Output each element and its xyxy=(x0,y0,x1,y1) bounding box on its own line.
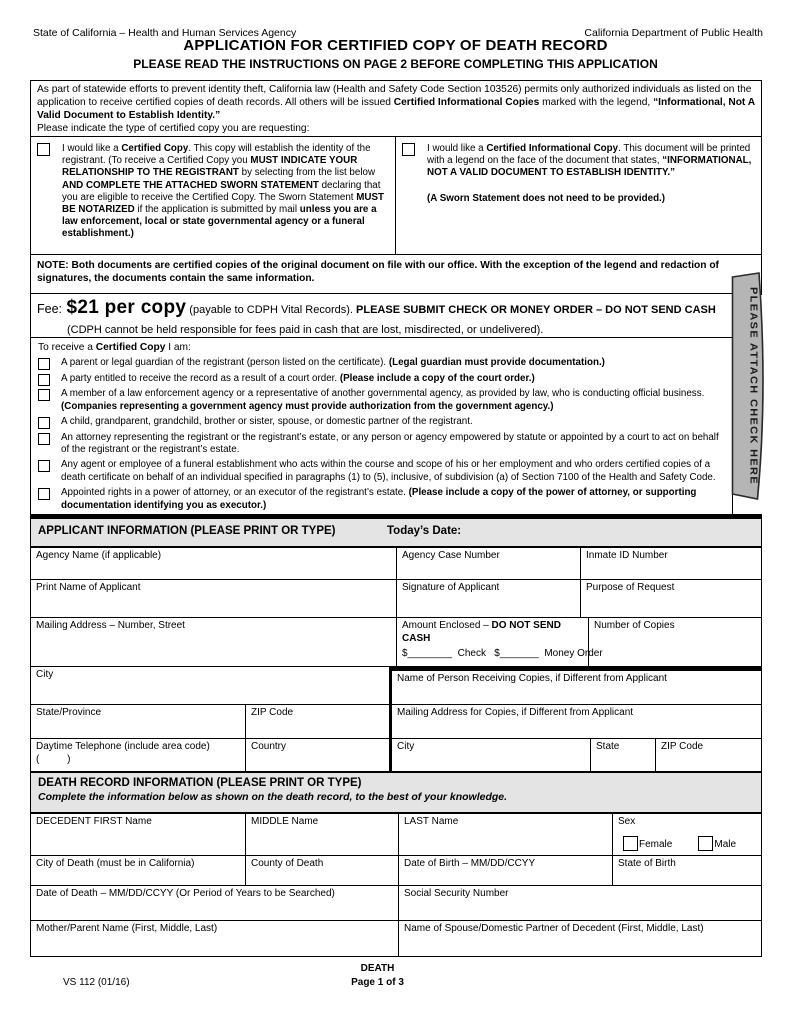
eligibility-item xyxy=(38,388,725,413)
elig-2-bold: (Please include a copy of the court order.) xyxy=(339,372,535,384)
copies-city-label: City xyxy=(397,741,415,752)
mailing-address-field[interactable] xyxy=(31,618,397,667)
sex-female-label: Female xyxy=(639,838,673,850)
informational-copy-text xyxy=(427,143,755,254)
death-subheader-label: Complete the information below as shown on the death record, to the best of your knowledge. xyxy=(38,791,508,803)
elig-2-text: A party entitled to receive the record as a result of a court order. xyxy=(61,372,340,384)
spouse-name-field[interactable] xyxy=(399,921,762,957)
state-province-field[interactable] xyxy=(31,705,246,739)
amount-label-bold: DO NOT SEND CASH xyxy=(402,620,561,644)
informational-copy-option-box xyxy=(395,136,762,255)
state-of-birth-field[interactable] xyxy=(613,856,762,886)
purpose-field[interactable] xyxy=(581,580,762,618)
fee-amount: $21 per copy xyxy=(66,297,187,318)
mailing-copies-field[interactable] xyxy=(389,705,762,739)
sex-male-label: Male xyxy=(714,838,737,850)
daytime-phone-field[interactable] xyxy=(31,739,246,772)
cc-bold-1: Certified Copy xyxy=(121,143,189,154)
fee-no-cash-text: PLEASE SUBMIT CHECK OR MONEY ORDER – DO NOT SEND CASH xyxy=(356,304,716,316)
date-of-death-field[interactable] xyxy=(31,886,399,921)
phone-blank[interactable]: ( ) xyxy=(36,753,71,765)
ssn-label: Social Security Number xyxy=(404,888,509,899)
intro-bold-2: “Informational, Not A Valid Document to Establish Identity.” xyxy=(37,96,755,121)
footer-death-label: DEATH xyxy=(360,963,395,974)
middle-name-label: MIDDLE Name xyxy=(251,816,319,827)
eligibility-heading xyxy=(38,341,725,355)
eligibility-checkbox-5[interactable] xyxy=(38,433,50,445)
eligibility-item xyxy=(38,416,725,429)
form-subtitle: PLEASE READ THE INSTRUCTIONS ON PAGE 2 BEFORE COMPLETING THIS APPLICATION xyxy=(133,57,658,71)
applicant-section-header xyxy=(30,514,762,547)
cc-text-5: if the application is submitted by mail xyxy=(134,204,300,216)
eligibility-checkbox-6[interactable] xyxy=(38,460,50,472)
elig-3-bold: (Companies representing a government agency must provide authorization from the government agency.) xyxy=(61,400,554,412)
purpose-label: Purpose of Request xyxy=(586,582,675,593)
death-section-header xyxy=(30,772,762,813)
date-of-birth-label: Date of Birth – MM/DD/CCYY xyxy=(404,858,536,869)
certified-copy-text xyxy=(62,143,390,254)
elig-head-2: Certified Copy xyxy=(95,341,166,353)
print-name-label: Print Name of Applicant xyxy=(36,582,141,593)
ribbon-text: PLEASE ATTACH CHECK HERE xyxy=(747,287,760,477)
copies-state-label: State xyxy=(596,741,620,752)
state-of-birth-label: State of Birth xyxy=(618,858,676,869)
footer-page-number: Page 1 of 3 xyxy=(351,977,404,988)
fee-line-1 xyxy=(37,295,726,323)
eligibility-box xyxy=(30,337,733,515)
copy-type-prompt: Please indicate the type of certified copy you are requesting: xyxy=(37,122,310,134)
applicant-header-label: APPLICANT INFORMATION (PLEASE PRINT OR TYPE) xyxy=(38,525,336,537)
elig-1-text: A parent or legal guardian of the registrant (person listed on the certificate). xyxy=(61,357,389,369)
mailing-copies-label: Mailing Address for Copies, if Different from Applicant xyxy=(397,707,634,718)
country-field[interactable] xyxy=(246,739,389,772)
signature-label: Signature of Applicant xyxy=(402,582,500,593)
fee-line-2: (CDPH cannot be held responsible for fees paid in cash that are lost, misdirected, or undelivered). xyxy=(67,324,544,336)
eligibility-item xyxy=(38,432,725,457)
intro-text-2: marked with the legend, xyxy=(539,96,654,108)
eligibility-item xyxy=(38,357,725,370)
inmate-id-field[interactable] xyxy=(581,548,762,580)
ic-bold-2: “INFORMATIONAL, NOT A VALID DOCUMENT TO ESTABLISH IDENTITY.” xyxy=(427,155,752,179)
zip-code-label: ZIP Code xyxy=(251,707,294,718)
certified-copy-option-box xyxy=(30,136,397,255)
agency-case-number-field[interactable] xyxy=(397,548,581,580)
print-name-field[interactable] xyxy=(31,580,397,618)
sex-male-checkbox[interactable] xyxy=(698,836,713,851)
city-label: City xyxy=(36,669,54,680)
country-label: Country xyxy=(251,741,287,752)
city-of-death-field[interactable] xyxy=(31,856,246,886)
sex-field xyxy=(613,814,762,856)
elig-1-bold: (Legal guardian must provide documentation.) xyxy=(388,357,605,369)
date-of-death-label: Date of Death – MM/DD/CCYY (Or Period of Years to be Searched) xyxy=(36,888,335,899)
eligibility-item-text xyxy=(61,416,473,429)
eligibility-checkbox-3[interactable] xyxy=(38,389,50,401)
intro-text-1: As part of statewide efforts to prevent identity theft, California law (Health and Safety Code Section 103526) permits only authorized individuals as listed on the application to receive certified copies of death records. All others will be issued xyxy=(37,84,752,108)
todays-date-label: Today’s Date: xyxy=(387,525,462,537)
number-of-copies-label: Number of Copies xyxy=(594,620,675,631)
agency-case-number-label: Agency Case Number xyxy=(402,550,500,561)
copies-zip-label: ZIP Code xyxy=(661,741,704,752)
eligibility-item xyxy=(38,459,725,484)
number-of-copies-field[interactable] xyxy=(589,618,762,667)
city-of-death-label: City of Death (must be in California) xyxy=(36,858,195,869)
certified-copy-checkbox[interactable] xyxy=(37,143,50,156)
mailing-address-label: Mailing Address – Number, Street xyxy=(36,620,185,631)
receiving-name-field[interactable] xyxy=(389,667,762,705)
decedent-first-name-field[interactable] xyxy=(31,814,246,856)
footer-form-number: VS 112 (01/16) xyxy=(63,977,130,988)
fee-box xyxy=(30,293,733,338)
state-agency-label: State of California – Health and Human Services Agency xyxy=(33,27,297,39)
ic-text-2: . This document will be printed with a legend on the face of the document that states, xyxy=(427,143,751,167)
eligibility-item-text xyxy=(61,373,535,386)
elig-7-text: Appointed rights in a power of attorney, or an executor of the registrant’s estate. xyxy=(61,487,409,499)
eligibility-item-text xyxy=(61,459,725,484)
county-of-death-field[interactable] xyxy=(246,856,399,886)
attach-check-ribbon xyxy=(730,271,766,501)
signature-field[interactable] xyxy=(397,580,581,618)
elig-3-text: A member of a law enforcement agency or a representative of another governmental agency, as provided by law, who is conducting official business. xyxy=(61,388,705,400)
eligibility-item-text xyxy=(61,357,605,370)
last-name-label: LAST Name xyxy=(404,816,459,827)
county-of-death-label: County of Death xyxy=(251,858,324,869)
cc-bold-4: MUST BE NOTARIZED xyxy=(62,191,385,216)
department-label: California Department of Public Health xyxy=(584,27,763,39)
agency-name-field[interactable] xyxy=(31,548,397,580)
note-text: NOTE: Both documents are certified copies of the original document on file with our office. With the exception of the legend and redaction of signatures, the documents contain the same information. xyxy=(37,259,719,284)
sex-options xyxy=(623,836,761,851)
cc-text-4: declaring that you are eligible to receive the Certified Copy. The Sworn Statement xyxy=(62,179,381,203)
intro-box xyxy=(30,80,762,138)
eligibility-item-text xyxy=(61,432,725,457)
receiving-name-label: Name of Person Receiving Copies, if Different from Applicant xyxy=(397,673,667,684)
date-of-birth-field[interactable] xyxy=(399,856,613,886)
middle-name-field[interactable] xyxy=(246,814,399,856)
amount-enclosed-label xyxy=(402,620,583,645)
eligibility-item-text xyxy=(61,487,725,512)
cc-bold-2: MUST INDICATE YOUR RELATIONSHIP TO THE REGISTRANT xyxy=(62,155,358,179)
cc-text-1: I would like a xyxy=(62,143,122,154)
cc-bold-3: AND COMPLETE THE ATTACHED SWORN STATEMENT xyxy=(62,179,319,191)
elig-4-text: A child, grandparent, grandchild, brother or sister, spouse, or domestic partner of the registrant. xyxy=(61,416,473,428)
cc-text-2: . This copy will establish the identity of the registrant. (To receive a Certified Copy you xyxy=(62,143,371,167)
elig-5-text: An attorney representing the registrant or the registrant’s estate, or any person or agency empowered by statute or appointed by a court to act on behalf of the registrant or the registrant’s estate. xyxy=(61,431,719,456)
ic-text-1: I would like a xyxy=(427,143,487,154)
death-header-label: DEATH RECORD INFORMATION (PLEASE PRINT OR TYPE) xyxy=(38,777,362,789)
intro-bold-1: Certified Informational Copies xyxy=(393,96,540,108)
ic-bold-3: (A Sworn Statement does not need to be provided.) xyxy=(427,192,666,204)
eligibility-item-text xyxy=(61,388,725,413)
ic-paragraph-1 xyxy=(427,143,755,180)
fee-label: Fee: xyxy=(37,302,63,316)
zip-code-field[interactable] xyxy=(246,705,389,739)
decedent-first-name-label: DECEDENT FIRST Name xyxy=(36,816,152,827)
mother-parent-name-label: Mother/Parent Name (First, Middle, Last) xyxy=(36,923,218,934)
death-record-table xyxy=(30,813,762,957)
eligibility-checkbox-7[interactable] xyxy=(38,488,50,500)
form-title: APPLICATION FOR CERTIFIED COPY OF DEATH RECORD xyxy=(183,37,608,54)
intro-paragraph xyxy=(37,84,755,123)
copies-zip-field[interactable] xyxy=(656,739,762,772)
copies-city-field[interactable] xyxy=(389,739,591,772)
fee-payable-text: (payable to CDPH Vital Records). xyxy=(186,304,357,316)
inmate-id-label: Inmate ID Number xyxy=(586,550,668,561)
elig-6-text: Any agent or employee of a funeral establishment who acts within the course and scope of his or her employment and who orders certified copies of a death certificate on behalf of an individual specified in paragraphs (1) to (5), inclusive, of subdivision (a) of Section 7100 of the Health and Safety Code. xyxy=(61,459,716,484)
eligibility-item xyxy=(38,373,725,386)
ic-bold-1: Certified Informational Copy xyxy=(486,143,619,154)
eligibility-checkbox-4[interactable] xyxy=(38,417,50,429)
ssn-field[interactable] xyxy=(399,886,762,921)
elig-head-3: I am: xyxy=(165,341,191,353)
cc-text-3: by selecting from the list below xyxy=(238,167,376,179)
amount-enclosed-field[interactable] xyxy=(397,618,603,667)
copies-state-field[interactable] xyxy=(591,739,656,772)
state-province-label: State/Province xyxy=(36,707,102,718)
spouse-name-label: Name of Spouse/Domestic Partner of Decedent (First, Middle, Last) xyxy=(404,923,704,934)
sex-label: Sex xyxy=(618,816,636,827)
mother-parent-name-field[interactable] xyxy=(31,921,399,957)
elig-7-bold: (Please include a copy of the power of attorney, or supporting documentation identifying you as executor.) xyxy=(61,487,697,511)
city-field[interactable] xyxy=(31,667,389,705)
agency-name-label: Agency Name (if applicable) xyxy=(36,550,162,561)
cc-bold-5: unless you are a law enforcement, local or state governmental agency or a funeral establishment.) xyxy=(62,204,377,240)
applicant-table xyxy=(30,547,762,772)
elig-head-1: To receive a xyxy=(38,341,96,353)
daytime-phone-label: Daytime Telephone (include area code) xyxy=(36,741,210,752)
note-box xyxy=(30,254,762,295)
amount-blanks[interactable]: $________ Check $_______ Money Order xyxy=(402,647,603,659)
eligibility-checkbox-1[interactable] xyxy=(38,358,50,370)
informational-copy-checkbox[interactable] xyxy=(402,143,415,156)
sex-female-checkbox[interactable] xyxy=(623,836,638,851)
last-name-field[interactable] xyxy=(399,814,613,856)
eligibility-item xyxy=(38,487,725,512)
amount-label-text: Amount Enclosed – xyxy=(402,620,492,631)
eligibility-checkbox-2[interactable] xyxy=(38,374,50,386)
